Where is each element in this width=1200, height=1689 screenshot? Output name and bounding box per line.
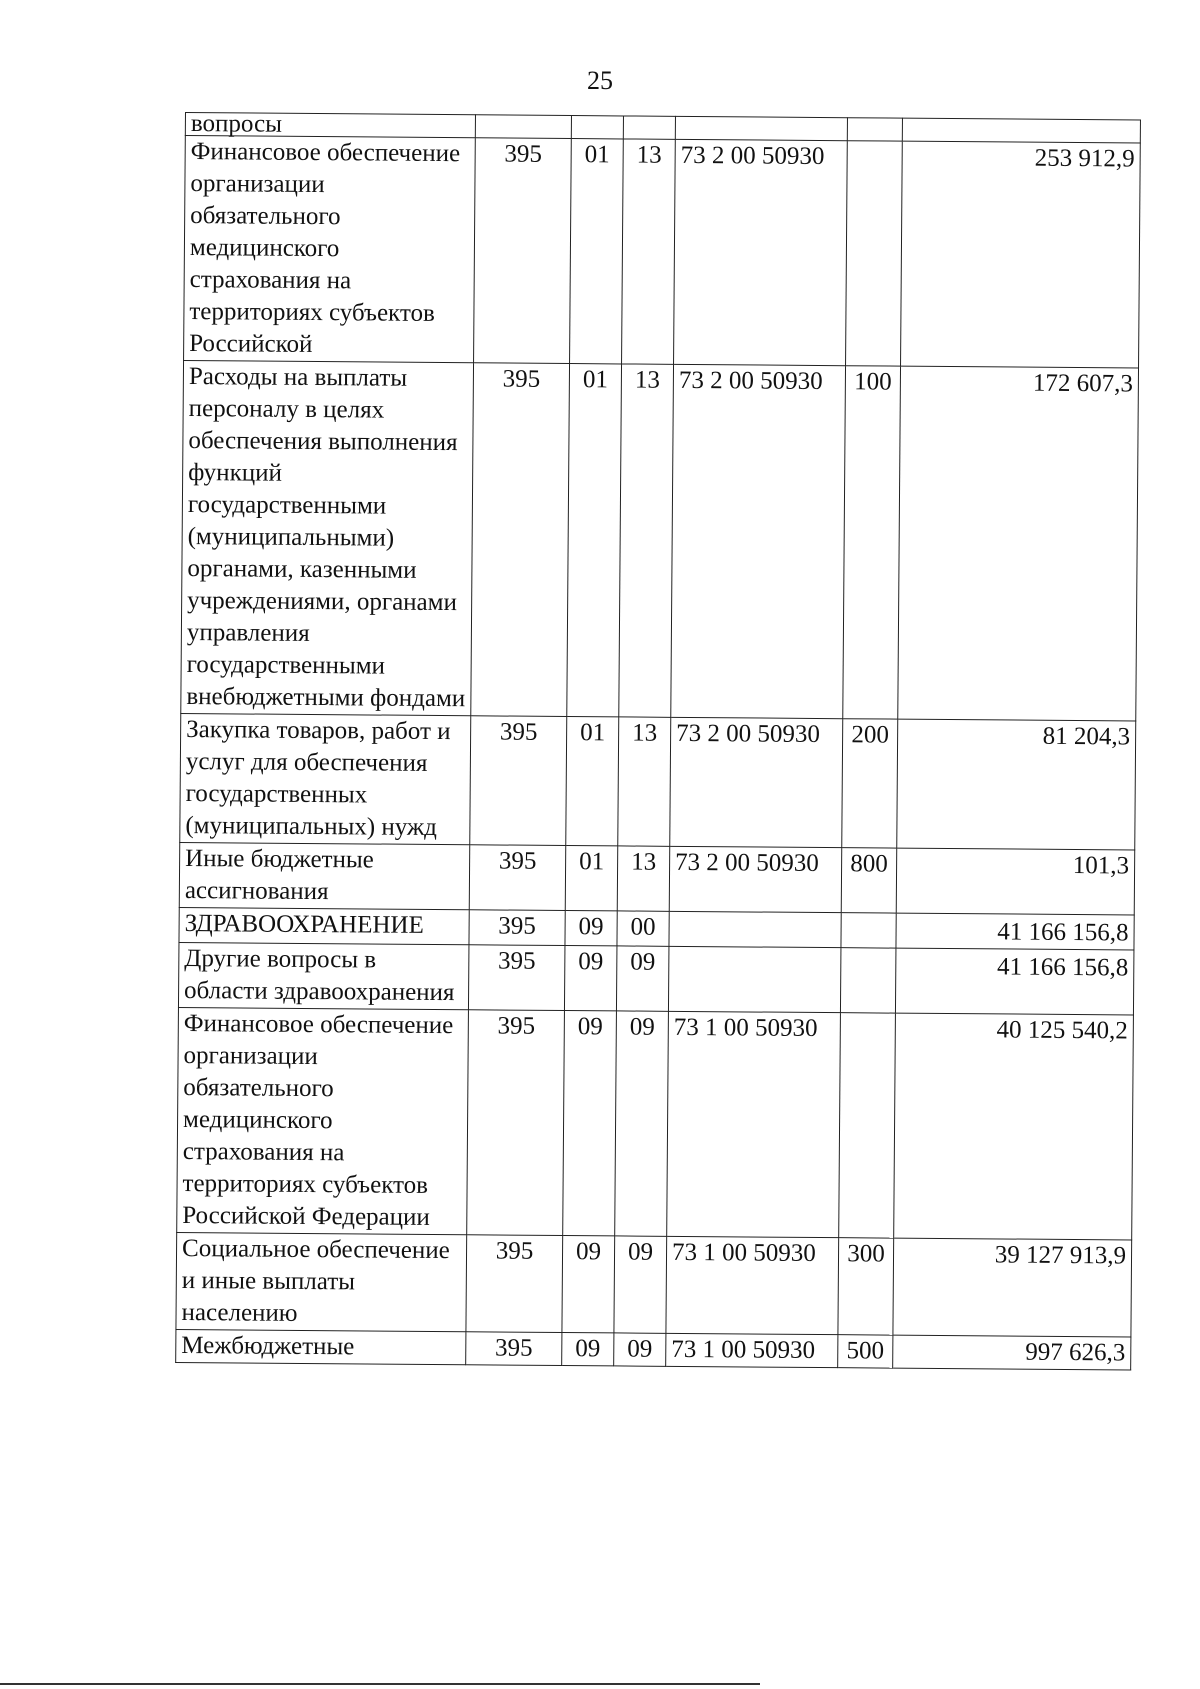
row-name: Социальное обеспечение и иные выплаты населению — [176, 1232, 467, 1331]
budget-table-sheet — [175, 112, 1140, 1370]
row-pr: 09 — [614, 1333, 666, 1366]
row-vr — [847, 118, 902, 141]
row-gr: 395 — [468, 945, 565, 1011]
row-vr: 300 — [838, 1238, 894, 1335]
row-name: Финансовое обеспечение организации обязательного медицинского страхования на территориях субъектов Российской Федерации — [177, 1007, 469, 1234]
row-gr: 395 — [471, 363, 570, 717]
row-vr: 500 — [838, 1335, 893, 1368]
row-csr: 73 1 00 50930 — [666, 1333, 838, 1367]
row-rz: 09 — [562, 1332, 614, 1365]
table-row — [177, 1007, 1134, 1239]
row-csr: 73 1 00 50930 — [667, 1011, 841, 1237]
row-name: Другие вопросы в области здравоохранения — [178, 942, 469, 1009]
table-row — [176, 1329, 1131, 1369]
row-vr — [840, 948, 896, 1013]
row-sum: 253 912,9 — [901, 141, 1141, 368]
row-rz: 09 — [565, 911, 617, 946]
row-gr — [475, 115, 571, 139]
row-rz — [571, 116, 623, 139]
row-vr: 800 — [841, 848, 897, 913]
row-pr: 00 — [617, 911, 669, 946]
row-rz: 01 — [566, 717, 619, 846]
row-rz: 09 — [563, 1011, 617, 1236]
row-sum: 41 166 156,8 — [895, 948, 1134, 1015]
row-pr: 13 — [618, 717, 671, 846]
row-rz: 01 — [567, 364, 622, 717]
row-pr: 09 — [615, 1011, 669, 1236]
row-name: вопросы — [185, 113, 475, 138]
row-pr: 13 — [619, 364, 674, 717]
row-pr: 13 — [617, 846, 670, 911]
table-row — [178, 942, 1133, 1014]
budget-table — [175, 112, 1141, 1370]
row-rz: 01 — [565, 846, 618, 911]
row-name: Закупка товаров, работ и услуг для обеспечения государственных (муниципальных) нужд — [180, 713, 471, 844]
row-name: Расходы на выплаты персоналу в целях обеспечения выполнения функций государственными (муниципальными) органами, казенными учреждениями, органами управления государственными внебюджетными фондами — [181, 360, 474, 715]
table-row — [179, 842, 1134, 914]
row-csr: 73 2 00 50930 — [671, 364, 846, 718]
row-gr: 395 — [466, 1235, 563, 1333]
row-sum: 997 626,3 — [893, 1335, 1131, 1370]
row-sum — [902, 118, 1140, 143]
page-number: 25 — [587, 66, 613, 95]
row-sum: 172 607,3 — [898, 366, 1139, 721]
row-name: ЗДРАВООХРАНЕНИЕ — [179, 907, 469, 944]
row-csr: 73 2 00 50930 — [670, 717, 843, 847]
row-gr: 395 — [469, 910, 565, 946]
table-row — [181, 360, 1139, 720]
row-vr — [841, 913, 896, 948]
row-vr: 100 — [843, 366, 901, 719]
table-row — [176, 1232, 1132, 1336]
row-csr — [668, 946, 841, 1012]
row-sum: 39 127 913,9 — [893, 1238, 1132, 1337]
row-sum: 41 166 156,8 — [896, 913, 1134, 950]
footer-rule — [0, 1683, 760, 1685]
row-gr: 395 — [469, 845, 566, 911]
table-row — [184, 136, 1141, 368]
row-name: Иные бюджетные ассигнования — [179, 842, 470, 909]
row-vr: 200 — [842, 719, 898, 848]
row-csr: 73 1 00 50930 — [666, 1236, 839, 1334]
row-gr: 395 — [474, 138, 572, 364]
row-csr — [675, 116, 847, 140]
row-sum: 81 204,3 — [897, 719, 1136, 850]
row-pr: 09 — [616, 946, 669, 1011]
row-pr — [623, 116, 675, 139]
row-sum: 40 125 540,2 — [894, 1013, 1134, 1240]
table-row — [180, 713, 1136, 849]
row-gr: 395 — [470, 716, 567, 846]
row-csr: 73 2 00 50930 — [674, 139, 848, 365]
row-pr: 09 — [614, 1236, 667, 1333]
row-gr: 395 — [466, 1332, 562, 1366]
row-pr: 13 — [622, 139, 676, 364]
row-sum: 101,3 — [896, 848, 1135, 915]
row-name: Межбюджетные — [176, 1329, 466, 1364]
row-name: Финансовое обеспечение организации обязательного медицинского страхования на территориях субъектов Российской — [184, 136, 476, 363]
row-csr — [669, 911, 841, 947]
row-vr — [846, 141, 903, 366]
row-csr: 73 2 00 50930 — [669, 846, 842, 912]
row-rz: 01 — [570, 139, 624, 364]
row-rz: 09 — [564, 946, 617, 1011]
row-gr: 395 — [467, 1010, 565, 1236]
row-vr — [839, 1013, 896, 1238]
row-rz: 09 — [562, 1236, 615, 1333]
